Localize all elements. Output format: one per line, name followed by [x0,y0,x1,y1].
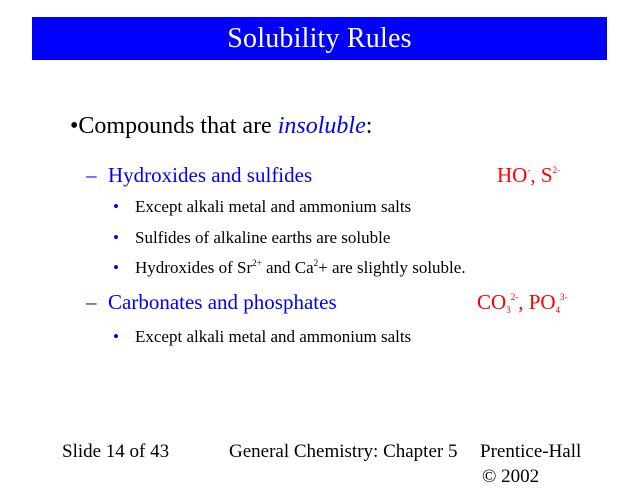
formula-charge: 3- [560,292,568,302]
item-text: Except alkali metal and ammonium salts [135,327,412,346]
item-bullet: • [113,327,119,346]
group-heading-text: Carbonates and phosphates [108,290,337,314]
formula-charge: - [527,165,531,175]
group-heading-text: Hydroxides and sulfides [108,163,313,187]
formula-charge: 2- [510,292,519,302]
item-text: + are slightly soluble. [318,258,466,277]
formula-part: CO [477,290,507,314]
item-bullet: • [113,228,119,247]
group-heading-carbonates [86,290,337,315]
item-bullet: • [113,258,119,277]
formula-subscript: 4 [555,305,561,315]
list-item [113,327,411,347]
course-title: General Chemistry: Chapter 5 [229,441,458,462]
title-bar [32,17,607,60]
list-item [113,258,466,278]
formula-part: , S [530,163,553,187]
slide-number: Slide 14 of 43 [62,441,170,462]
list-item [113,228,390,248]
group-heading-hydroxides [86,163,312,188]
formula-part: , PO [518,290,556,314]
copyright: © 2002 [482,466,540,487]
item-text: Except alkali metal and ammonium salts [135,197,412,216]
formula-part: HO [497,163,528,187]
dash-marker: – [86,163,97,187]
publisher: Prentice-Hall [480,441,582,462]
ion-charge: 2+ [252,258,262,268]
formula-carbonates [477,290,568,315]
formula-charge: 2- [552,165,561,175]
formula-subscript: 3 [506,305,511,315]
item-text: Hydroxides of Sr [135,258,253,277]
list-item [113,197,411,217]
bullet-emphasis: insoluble [277,113,366,139]
ion-charge: 2 [313,258,319,268]
bullet-prefix: Compounds that are [78,113,278,139]
item-text: and Ca [261,258,314,277]
bullet-dot: • [70,113,79,139]
item-bullet: • [113,197,119,216]
main-bullet [70,113,372,140]
formula-hydroxides [497,163,560,188]
item-text: Sulfides of alkaline earths are soluble [135,228,391,247]
slide-title: Solubility Rules [227,22,412,54]
bullet-suffix: : [365,113,373,139]
dash-marker: – [86,290,97,314]
